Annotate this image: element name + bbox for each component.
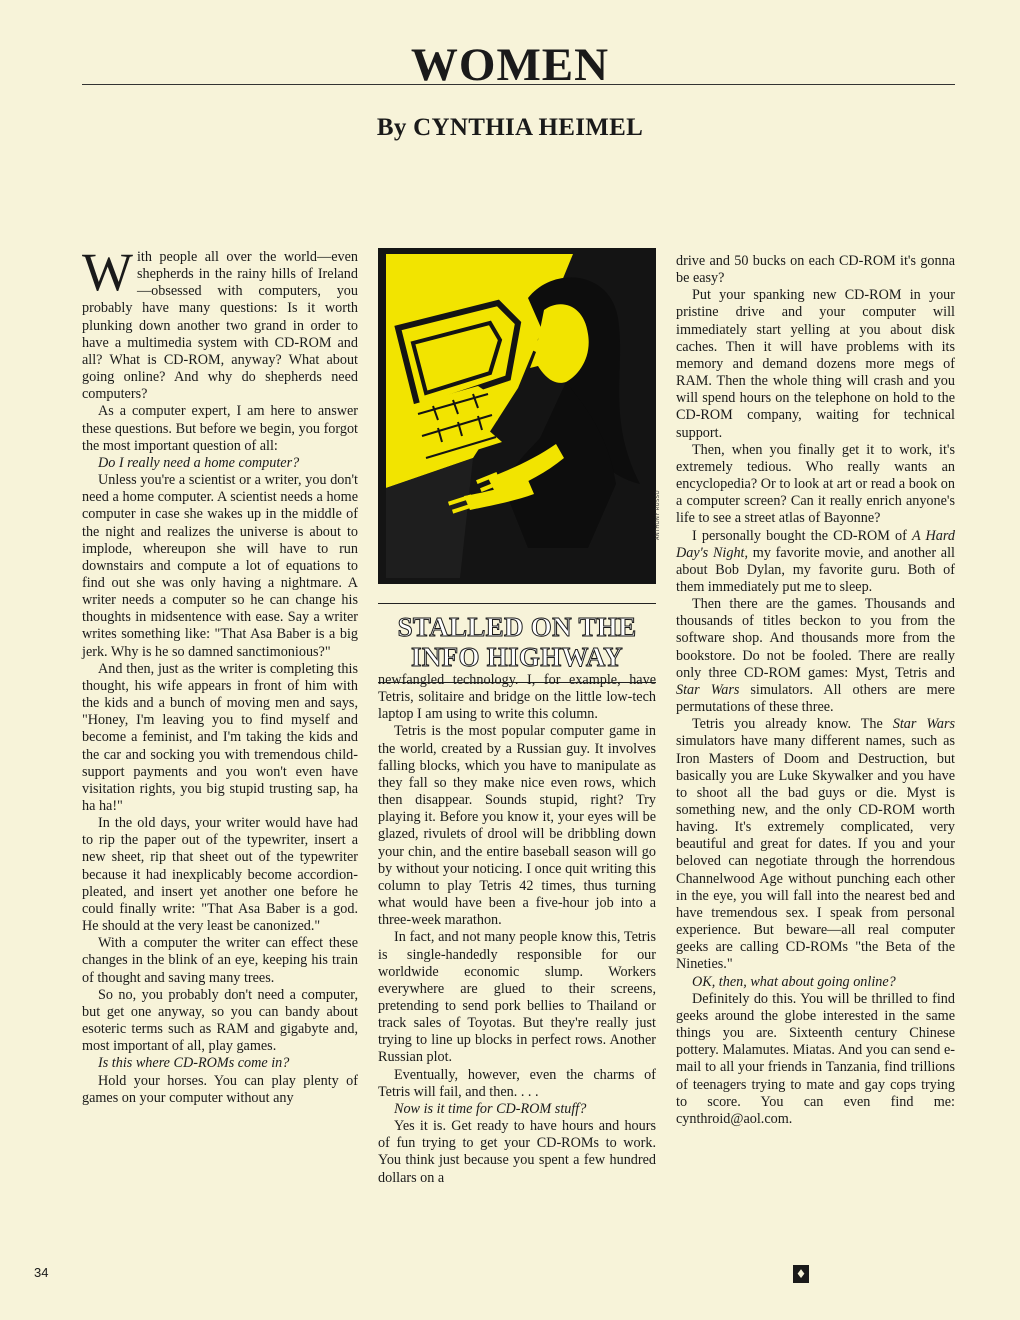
- byline: By CYNTHIA HEIMEL: [376, 114, 644, 141]
- page-number: 34: [34, 1265, 49, 1280]
- article-column-2: [378, 672, 656, 1187]
- woman-at-computer-illustration: [378, 248, 656, 584]
- headline-line: INFO HIGHWAY: [411, 642, 623, 672]
- article-column-3: [676, 253, 955, 1128]
- article-subhead: OK, then, what about going online?: [692, 973, 896, 990]
- article-paragraph: Tetris is the most popular computer game in the world, created by a Russian guy. It involves falling blocks, which you have to manipulate as they fall so they make nice even rows, which then disappear. Sounds stupid, right? Try playing it. Before you know it, your eyes will be glazed, rivulets of drool will be dribbling down your chin, and the entire baseball season will go by without your noticing. I once quit writing this column to play Tetris 42 times, thus turning what would have been a five-hour job into a three-week marathon.: [378, 723, 656, 929]
- article-paragraph: As a computer expert, I am here to answer these questions. But before we begin, you forgot the most important question of all:: [82, 403, 358, 454]
- article-paragraph: Tetris you already know. The Star Wars simulators have many different names, such as Iron Masters of Doom and Destruction, but basically you are Luke Skywalker and you have to shoot all the bad guys or die. Myst is something new, and the only CD-ROM worth having. It's extremely complicated, very beautiful and great for dates. If you and your beloved can negotiate through the horrendous Channelwood Age without punching each other in the eye, you will fall into the nearest bed and have tremendous sex. I speak from personal experience. But beware—all real computer geeks are calling CD-ROMs "the Beta of the Nineties.": [676, 716, 955, 973]
- article-paragraph: drive and 50 bucks on each CD-ROM it's gonna be easy?: [676, 253, 955, 287]
- article-paragraph: With people all over the world—even shepherds in the rainy hills of Ireland—obsessed with computers, you probably have many questions: Is it worth plunking down another two grand in order to have a multimedia system with CD-ROM and all? What is CD-ROM, anyway? What about going online? And why do shepherds need computers?: [82, 242, 358, 403]
- article-paragraph: And then, just as the writer is completing this thought, his wife appears in front of him with the kids and a bunch of moving men and says, "Honey, I'm leaving you to find myself and become a feminist, and I'm taking the kids and the car and socking you with tremendous child-support payments and you won't even have visitation rights, you big stupid trusting sap, ha ha ha!": [82, 660, 358, 814]
- article-paragraph: Unless you're a scientist or a writer, you don't need a home computer. A scientist needs a home computer in case she wakes up in the middle of the night and realizes the universe is about to implode, whereupon she will have to run downstairs and compute a lot of equations to find out she was only having a nightmare. A writer needs a computer so he can change his thoughts in midsentence with ease. Say a writer writes something like: "That Asa Baber is a big jerk. Why is he so damned sanctimonious?": [82, 472, 358, 660]
- article-headline: [378, 612, 656, 672]
- article-paragraph: So no, you probably don't need a computer, but get one anyway, so you can bandy about esoteric terms such as RAM and gigabyte and, most important of all, play games.: [82, 986, 358, 1055]
- article-paragraph: Hold your horses. You can play plenty of games on your computer without any: [82, 1072, 358, 1106]
- article-subhead: Now is it time for CD-ROM stuff?: [394, 1100, 587, 1117]
- article-paragraph: Put your spanking new CD-ROM in your pristine drive and your computer will immediately start yelling at you about disk caches. Then it will have problems with its memory and demand dozens more megs of RAM. Then the whole thing will crash and you will spend hours on the telephone on hold to the CD-ROM company, waiting for technical support.: [676, 287, 955, 441]
- article-paragraph: In fact, and not many people know this, Tetris is single-handedly responsible for our worldwide economic slump. Workers everywhere are glued to their screens, pretending to send pork bellies to Thailand or track sales of Toyotas. But they're really just trying to line up blocks in perfect rows. Another Russian plot.: [378, 929, 656, 1066]
- article-subhead: Do I really need a home computer?: [98, 454, 300, 471]
- illustration: [378, 248, 656, 584]
- rabbit-head-icon: ♦: [793, 1265, 809, 1283]
- article-paragraph: newfangled technology. I, for example, have Tetris, solitaire and bridge on the little low-tech laptop I am using to write this column.: [378, 672, 656, 723]
- article-paragraph: Then there are the games. Thousands and thousands of titles beckon to you from the software shop. And thousands more from the bookstore. Do not be fooled. There are really only three CD-ROM games: Myst, Tetris and Star Wars simulators. All others are mere permutations of these three.: [676, 596, 955, 716]
- article-paragraph: Definitely do this. You will be thrilled to find geeks around the globe interested in the same things you are. Sixteenth century Chinese pottery. Malamutes. Miatas. And you can send e-mail to all your friends in Tanzania, find trillions of teenagers trying to mate and gay cops trying to score. You can even find me: cynthroid@aol.com.: [676, 990, 955, 1127]
- article-paragraph: Then, when you finally get it to work, it's extremely tedious. Who really wants an encyclopedia? Or to look at art or read a book on a computer screen? Can it really enrich anyone's life to see a street atlas of Bayonne?: [676, 441, 955, 527]
- illustration-credit: ANTHONY RUSSO: [655, 489, 661, 540]
- section-title: WOMEN: [410, 39, 610, 91]
- article-paragraph: Eventually, however, even the charms of Tetris will fail, and then. . . .: [378, 1066, 656, 1100]
- article-paragraph: In the old days, your writer would have had to rip the paper out of the typewriter, insert a new sheet, rip that sheet out of the typewriter because it had inexplicably become accordion-pleated, and insert yet another one before he could finally write: "That Asa Baber is a god. He should at the very least be canonized.": [82, 815, 358, 935]
- headline-line: STALLED ON THE: [397, 612, 637, 642]
- headline-rule-top: [378, 603, 656, 604]
- article-column-1: [82, 242, 358, 1107]
- article-subhead: Is this where CD-ROMs come in?: [98, 1055, 290, 1072]
- drop-cap: W: [82, 242, 133, 302]
- article-paragraph: With a computer the writer can effect these changes in the blink of an eye, keeping his train of thought and saving many trees.: [82, 935, 358, 986]
- article-paragraph: Yes it is. Get ready to have hours and hours of fun trying to get your CD-ROMs to work. You think just because you spent a few hundred dollars on a: [378, 1118, 656, 1186]
- header-rule: [82, 84, 955, 85]
- article-paragraph: I personally bought the CD-ROM of A Hard Day's Night, my favorite movie, and another all about Bob Dylan, my favorite guru. Both of them immediately put me to sleep.: [676, 527, 955, 595]
